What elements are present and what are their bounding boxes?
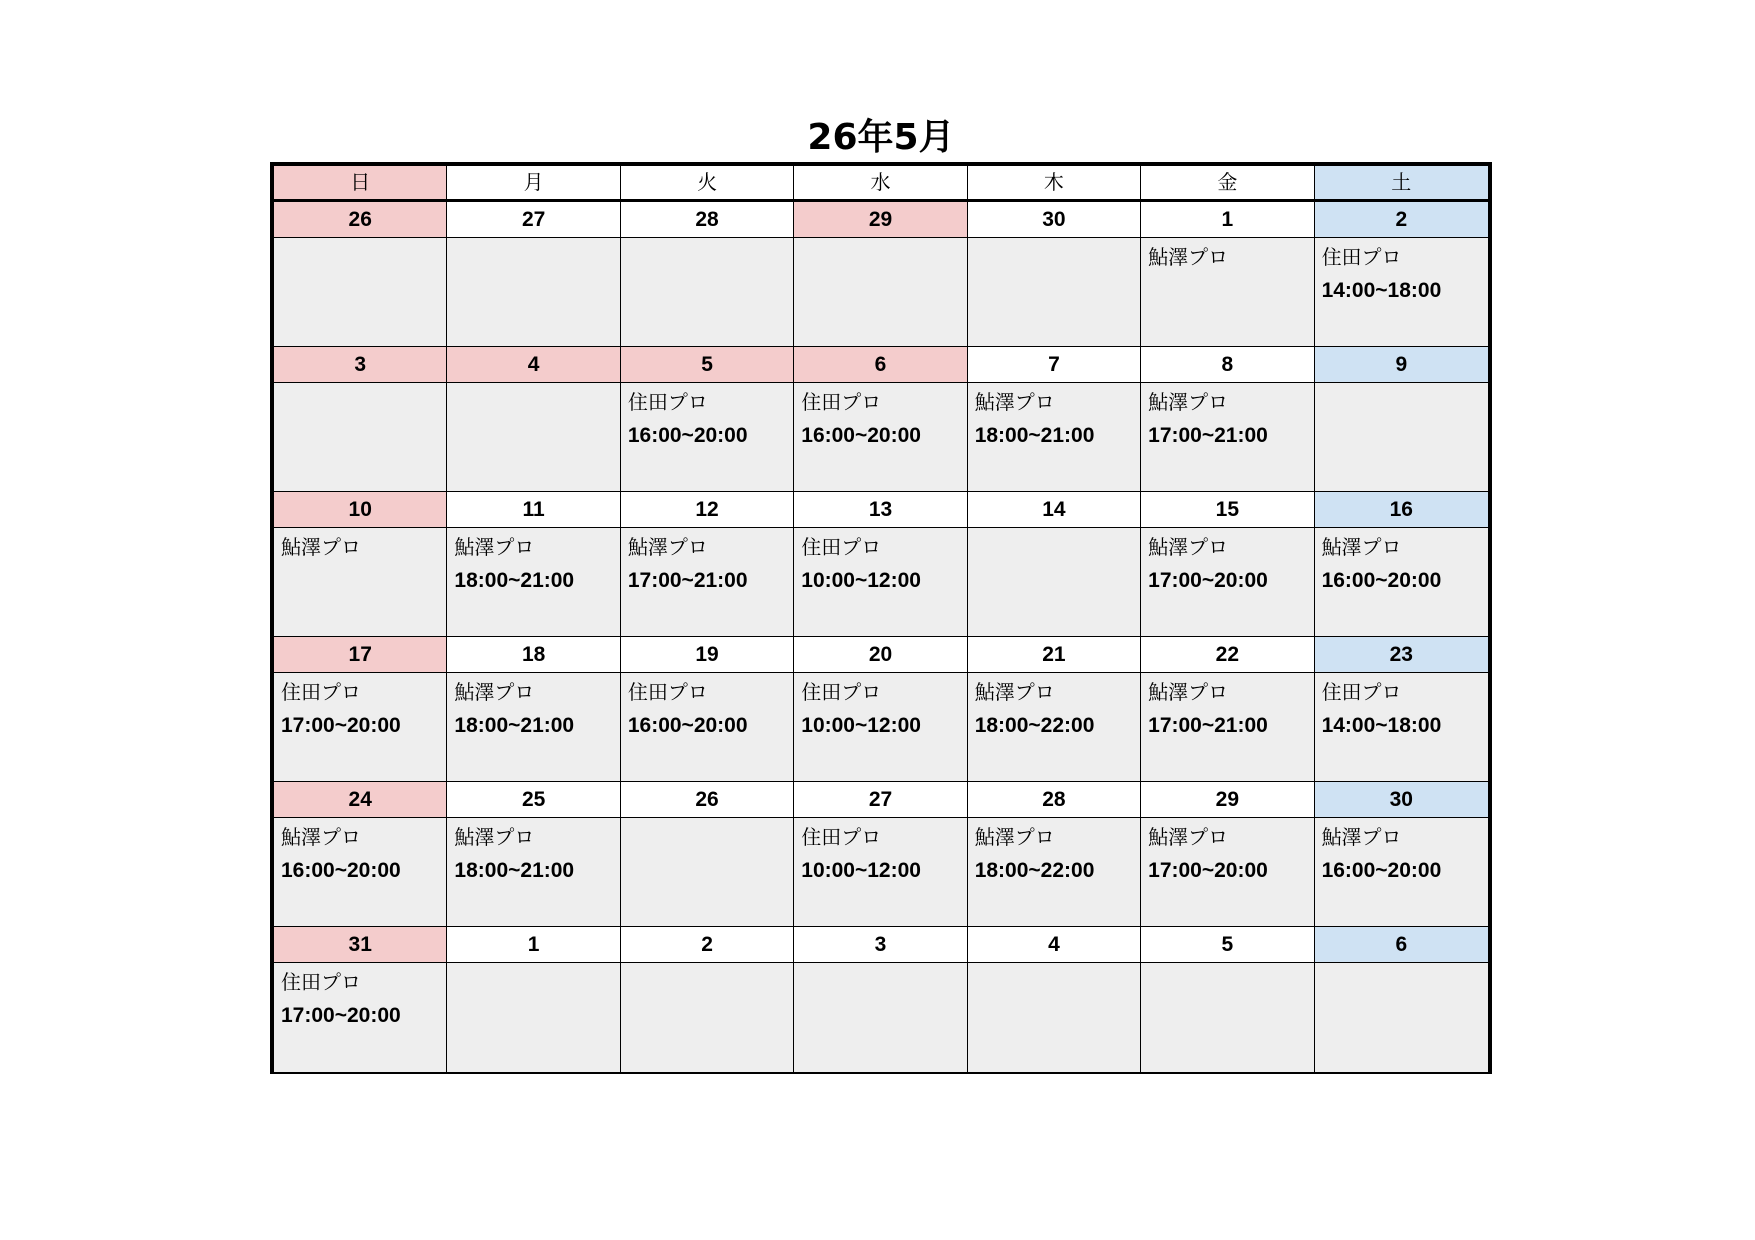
lesson-time: 16:00~20:00 [281,859,401,882]
date-number: 21 [968,637,1141,673]
instructor-name: 住田プロ [1321,245,1402,269]
instructor-name: 鮎澤プロ [1148,390,1229,414]
day-cell[interactable] [794,238,967,347]
date-number: 11 [447,492,620,528]
day-cell[interactable] [621,673,794,782]
day-cell[interactable] [1315,963,1488,1072]
day-cell[interactable] [1315,238,1488,347]
calendar-title: 26年5月 [807,117,955,158]
instructor-name [1322,969,1488,995]
instructor-name: 鮎澤プロ [281,535,361,559]
date-number: 7 [968,347,1141,383]
date-number: 26 [621,782,794,818]
lesson-time: 16:00~20:00 [1321,859,1442,882]
instructor-name: 住田プロ [801,680,882,704]
lesson-time: 17:00~21:00 [1148,424,1268,447]
day-cell[interactable] [447,963,620,1072]
day-cell[interactable] [794,383,967,492]
instructor-name [975,244,1140,270]
day-cell[interactable] [274,528,447,637]
day-cell[interactable] [447,818,620,927]
date-number: 22 [1141,637,1314,673]
lesson-time: 14:00~18:00 [1321,714,1442,737]
day-cell[interactable] [274,818,447,927]
day-cell[interactable] [621,818,794,927]
lesson-time: 18:00~22:00 [974,714,1095,737]
instructor-name: 鮎澤プロ [1148,680,1229,704]
lesson-time: 10:00~12:00 [801,859,921,882]
weekday-header-monday: 月 [447,166,620,202]
day-cell[interactable] [621,383,794,492]
lesson-time: 17:00~21:00 [1148,714,1268,737]
instructor-name: 鮎澤プロ [1321,825,1402,849]
day-cell[interactable] [968,238,1141,347]
day-cell[interactable] [794,528,967,637]
date-number: 18 [447,637,620,673]
calendar-grid [270,162,1492,1074]
day-cell[interactable] [968,818,1141,927]
instructor-name [801,969,966,995]
day-cell[interactable] [447,528,620,637]
day-cell[interactable] [794,963,967,1072]
instructor-name [454,969,619,995]
day-cell[interactable] [968,673,1141,782]
weekday-header-wednesday: 水 [794,166,967,202]
instructor-name [281,244,446,270]
instructor-name: 鮎澤プロ [974,680,1055,704]
day-cell[interactable] [274,963,447,1072]
date-number: 26 [274,202,447,238]
lesson-time: 10:00~12:00 [801,569,921,592]
date-number: 2 [1315,202,1488,238]
date-number: 6 [1315,927,1488,963]
lesson-time: 18:00~21:00 [454,714,575,737]
instructor-name [975,534,1140,560]
date-number: 4 [968,927,1141,963]
instructor-name: 住田プロ [801,390,882,414]
date-number: 6 [794,347,967,383]
instructor-name: 住田プロ [801,825,882,849]
lesson-time: 14:00~18:00 [1321,279,1442,302]
lesson-time: 17:00~20:00 [281,1004,401,1027]
instructor-name: 鮎澤プロ [454,535,535,559]
instructor-name [1148,969,1313,995]
weekday-header-friday: 金 [1141,166,1314,202]
date-number: 2 [621,927,794,963]
instructor-name: 鮎澤プロ [974,390,1055,414]
date-number: 5 [621,347,794,383]
date-number: 9 [1315,347,1488,383]
instructor-name: 鮎澤プロ [454,680,535,704]
instructor-name [628,824,793,850]
instructor-name: 住田プロ [1321,680,1402,704]
date-number: 27 [794,782,967,818]
date-number: 13 [794,492,967,528]
date-number: 17 [274,637,447,673]
day-cell[interactable] [1141,673,1314,782]
date-number: 15 [1141,492,1314,528]
instructor-name [1322,389,1488,415]
instructor-name: 鮎澤プロ [627,535,708,559]
date-number: 16 [1315,492,1488,528]
date-number: 30 [1315,782,1488,818]
day-cell[interactable] [1141,238,1314,347]
lesson-time: 16:00~20:00 [627,714,748,737]
date-number: 12 [621,492,794,528]
instructor-name: 鮎澤プロ [1148,825,1229,849]
day-cell[interactable] [968,528,1141,637]
day-cell[interactable] [621,963,794,1072]
day-cell[interactable] [1141,383,1314,492]
date-number: 4 [447,347,620,383]
day-cell[interactable] [1315,818,1488,927]
day-cell[interactable] [274,673,447,782]
day-cell[interactable] [968,383,1141,492]
instructor-name: 住田プロ [627,680,708,704]
day-cell[interactable] [794,673,967,782]
instructor-name [454,244,619,270]
weekday-header-saturday: 土 [1315,166,1488,202]
date-number: 30 [968,202,1141,238]
instructor-name [281,389,446,415]
date-number: 5 [1141,927,1314,963]
date-number: 23 [1315,637,1488,673]
instructor-name: 住田プロ [281,680,361,704]
date-number: 28 [968,782,1141,818]
instructor-name [628,969,793,995]
day-cell[interactable] [1141,818,1314,927]
day-cell[interactable] [447,673,620,782]
day-cell[interactable] [447,383,620,492]
day-cell[interactable] [621,238,794,347]
day-cell[interactable] [1141,963,1314,1072]
instructor-name: 鮎澤プロ [281,825,361,849]
day-cell[interactable] [274,238,447,347]
weekday-header-thursday: 木 [968,166,1141,202]
instructor-name [975,969,1140,995]
lesson-time: 18:00~22:00 [974,859,1095,882]
lesson-time: 18:00~21:00 [454,569,575,592]
instructor-name: 住田プロ [801,535,882,559]
date-number: 31 [274,927,447,963]
day-cell[interactable] [968,963,1141,1072]
instructor-name: 住田プロ [627,390,708,414]
lesson-time: 17:00~20:00 [1148,569,1268,592]
weekday-header-tuesday: 火 [621,166,794,202]
date-number: 27 [447,202,620,238]
date-number: 1 [447,927,620,963]
weekday-header-sunday: 日 [274,166,447,202]
date-number: 28 [621,202,794,238]
lesson-time: 16:00~20:00 [1321,569,1442,592]
lesson-time: 10:00~12:00 [801,714,921,737]
instructor-name [628,244,793,270]
lesson-time: 18:00~21:00 [974,424,1095,447]
date-number: 3 [274,347,447,383]
day-cell[interactable] [621,528,794,637]
date-number: 24 [274,782,447,818]
date-number: 3 [794,927,967,963]
day-cell[interactable] [1141,528,1314,637]
day-cell[interactable] [274,383,447,492]
instructor-name [454,389,619,415]
lesson-time: 17:00~20:00 [281,714,401,737]
instructor-name: 鮎澤プロ [1148,245,1229,269]
date-number: 29 [794,202,967,238]
day-cell[interactable] [447,238,620,347]
date-number: 10 [274,492,447,528]
date-number: 8 [1141,347,1314,383]
date-number: 25 [447,782,620,818]
day-cell[interactable] [794,818,967,927]
date-number: 29 [1141,782,1314,818]
instructor-name [801,244,966,270]
date-number: 19 [621,637,794,673]
lesson-time: 18:00~21:00 [454,859,575,882]
lesson-time: 16:00~20:00 [627,424,748,447]
instructor-name: 鮎澤プロ [1148,535,1229,559]
lesson-time: 16:00~20:00 [801,424,921,447]
lesson-time: 17:00~20:00 [1148,859,1268,882]
instructor-name: 住田プロ [281,970,361,994]
lesson-time: 17:00~21:00 [627,569,748,592]
date-number: 1 [1141,202,1314,238]
day-cell[interactable] [1315,383,1488,492]
day-cell[interactable] [1315,528,1488,637]
date-number: 20 [794,637,967,673]
instructor-name: 鮎澤プロ [974,825,1055,849]
instructor-name: 鮎澤プロ [1321,535,1402,559]
day-cell[interactable] [1315,673,1488,782]
instructor-name: 鮎澤プロ [454,825,535,849]
date-number: 14 [968,492,1141,528]
